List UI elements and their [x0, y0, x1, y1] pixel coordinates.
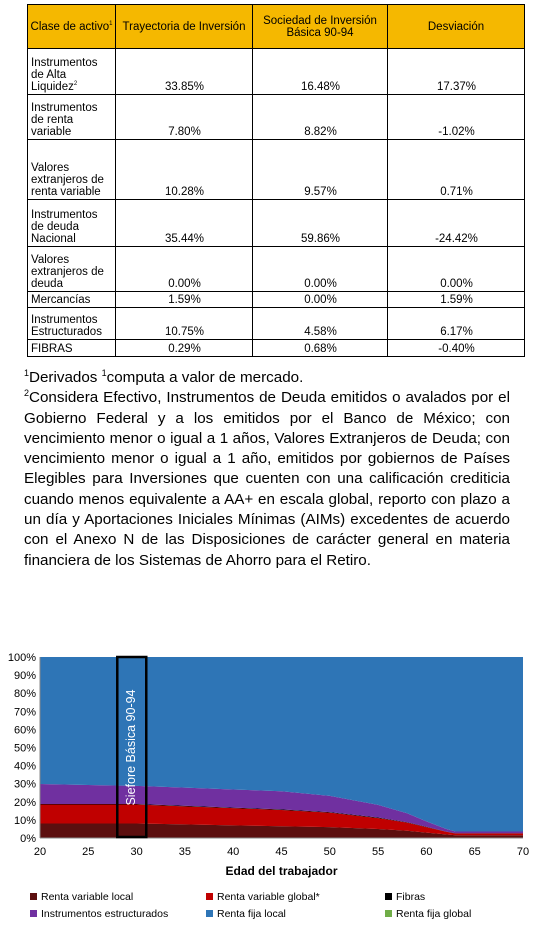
cell-trayectoria: 1.59%	[116, 292, 253, 308]
y-tick-label: 70%	[13, 706, 36, 719]
cell-trayectoria: 0.29%	[116, 340, 253, 357]
table-header-row	[28, 5, 525, 49]
table-row	[28, 140, 525, 200]
y-tick-label: 40%	[13, 760, 36, 773]
header-sociedad: Sociedad de Inversión Básica 90-94	[253, 5, 388, 49]
legend-item	[30, 908, 168, 920]
x-tick-label: 25	[82, 846, 95, 858]
legend-item	[206, 891, 320, 903]
legend-item	[385, 891, 425, 903]
table-row	[28, 340, 525, 357]
cell-trayectoria: 0.00%	[116, 247, 253, 292]
y-tick-label: 100%	[7, 652, 36, 664]
legend-swatch	[385, 893, 392, 900]
x-tick-label: 50	[323, 846, 336, 858]
x-tick-label: 20	[33, 846, 47, 858]
legend-item	[206, 908, 286, 920]
legend-label: Renta variable global*	[217, 891, 320, 903]
cell-sociedad: 0.00%	[253, 292, 388, 308]
x-tick-label: 35	[178, 846, 192, 858]
y-tick-label: 50%	[13, 742, 36, 755]
header-desviacion: Desviación	[388, 5, 525, 49]
row-label: Valores extranjeros de renta variable	[28, 140, 116, 200]
x-tick-label: 45	[275, 846, 288, 858]
table-row	[28, 200, 525, 247]
row-label: Instrumentos Estructurados	[28, 308, 116, 340]
legend-label: Fibras	[396, 891, 426, 903]
y-tick-label: 90%	[13, 670, 36, 683]
cell-desviacion: -1.02%	[388, 95, 525, 140]
cell-sociedad: 0.00%	[253, 247, 388, 292]
footnote-2: $^2$Considera Efectivo, Instrumentos de Deuda emitidos o avalados por el Gobierno Federal y a los emitidos por el Banco de México; con vencimiento menor o igual a 1 años, Valores Extranjeros de Deuda; con vencimiento menor o igual a 1 año, emitidos por gobiernos de Países Elegibles para Inversiones que cuenten con una calificación crediticia cuando menos equivalente a AA+ en escala global, reporto con plazo a un día y Aportaciones Iniciales Mínimas (AIMs) excedentes de acuerdo con el Anexo N de las Disposiciones de carácter general en materia financiera de los Sistemas de Ahorro para el Retiro.	[24, 388, 510, 569]
legend-label: Instrumentos estructurados	[41, 908, 169, 920]
legend-label: Renta fija global	[396, 908, 472, 920]
table-row	[28, 95, 525, 140]
y-tick-label: 10%	[13, 814, 36, 827]
cell-desviacion: 0.00%	[388, 247, 525, 292]
x-tick-label: 40	[227, 846, 240, 858]
row-label: Instrumentos de deuda Nacional	[28, 200, 116, 247]
y-tick-label: 30%	[13, 778, 36, 791]
row-label: Instrumentos de Alta Liquidez$^2$	[28, 49, 116, 95]
x-tick-label: 60	[420, 846, 433, 858]
y-tick-label: 60%	[13, 724, 36, 737]
cell-sociedad: 9.57%	[253, 140, 388, 200]
x-tick-label: 65	[468, 846, 481, 858]
legend-swatch	[30, 893, 37, 900]
cell-sociedad: 8.82%	[253, 95, 388, 140]
legend-label: Renta variable local	[41, 891, 134, 903]
cell-desviacion: -24.42%	[388, 200, 525, 247]
cell-trayectoria: 33.85%	[116, 49, 253, 95]
y-tick-label: 0%	[20, 833, 36, 845]
legend-swatch	[30, 910, 37, 917]
cell-trayectoria: 35.44%	[116, 200, 253, 247]
x-tick-label: 55	[371, 846, 385, 858]
cell-sociedad: 59.86%	[253, 200, 388, 247]
glide-path-chart	[0, 645, 535, 927]
chart-svg	[0, 645, 535, 927]
cell-desviacion: 17.37%	[388, 49, 525, 95]
cell-sociedad: 16.48%	[253, 49, 388, 95]
cell-trayectoria: 10.75%	[116, 308, 253, 340]
legend-swatch	[206, 910, 213, 917]
allocation-table	[27, 4, 525, 357]
legend-item	[385, 908, 471, 920]
legend-item	[30, 891, 133, 903]
cell-trayectoria: 10.28%	[116, 140, 253, 200]
x-tick-label: 70	[516, 846, 530, 858]
row-label: FIBRAS	[28, 340, 116, 357]
cell-desviacion: 6.17%	[388, 308, 525, 340]
row-label: Instrumentos de renta variable	[28, 95, 116, 140]
table-row	[28, 49, 525, 95]
table-row	[28, 292, 525, 308]
row-label: Mercancías	[28, 292, 116, 308]
row-label: Valores extranjeros de deuda	[28, 247, 116, 292]
footnote-1: $^1$Derivados $^1$computa a valor de mercado.	[24, 367, 304, 386]
x-axis-title: Edad del trabajador	[225, 864, 338, 878]
legend-swatch	[206, 893, 213, 900]
y-tick-label: 80%	[13, 688, 36, 701]
cell-sociedad: 4.58%	[253, 308, 388, 340]
header-clase: Clase de activo$^1$	[28, 5, 116, 49]
cell-desviacion: 1.59%	[388, 292, 525, 308]
legend-label: Renta fija local	[217, 908, 286, 920]
x-tick-label: 30	[130, 846, 143, 858]
cell-sociedad: 0.68%	[253, 340, 388, 357]
table-row	[28, 308, 525, 340]
annotation-label: Siefore Básica 90-94	[124, 689, 139, 806]
cell-desviacion: -0.40%	[388, 340, 525, 357]
cell-trayectoria: 7.80%	[116, 95, 253, 140]
table-row	[28, 247, 525, 292]
y-tick-label: 20%	[13, 796, 36, 809]
legend-swatch	[385, 910, 392, 917]
footnotes	[24, 368, 510, 571]
header-trayectoria: Trayectoria de Inversión	[116, 5, 253, 49]
cell-desviacion: 0.71%	[388, 140, 525, 200]
